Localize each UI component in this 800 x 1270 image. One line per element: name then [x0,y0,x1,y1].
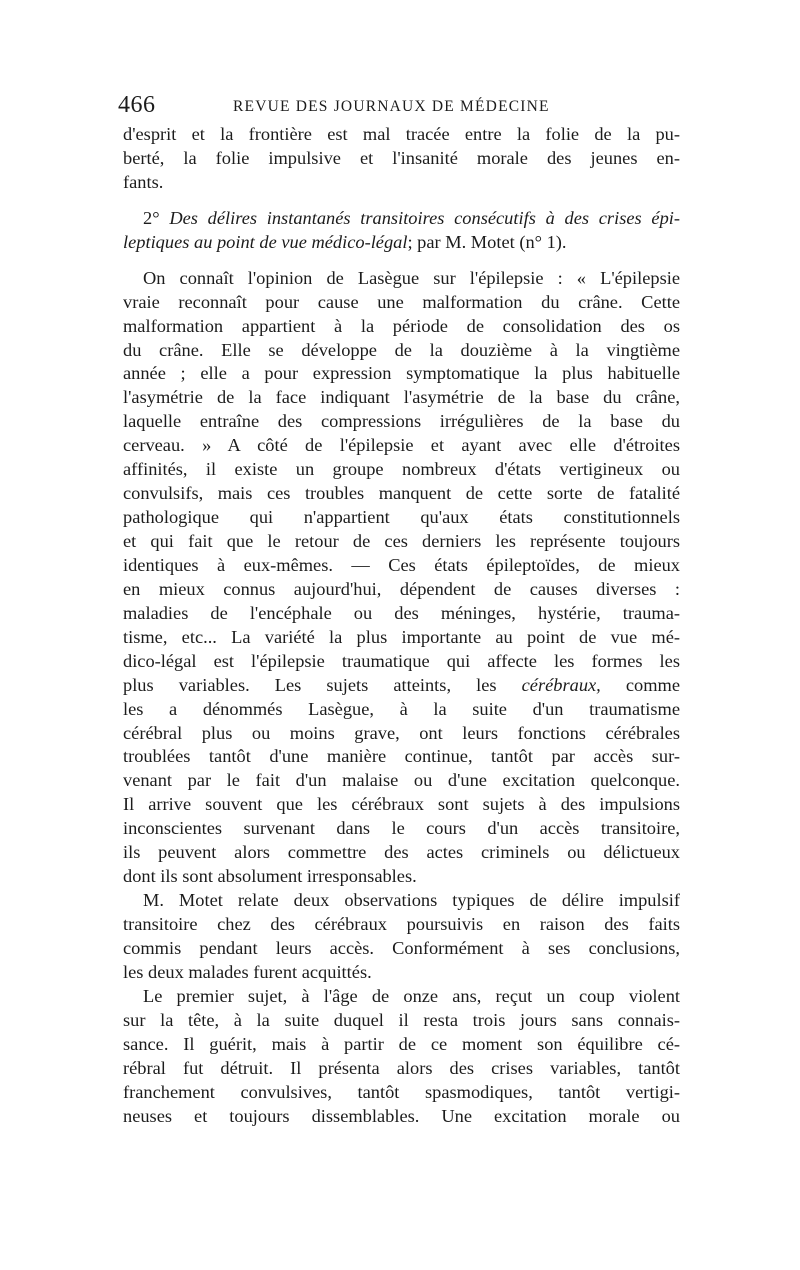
text-line: troublées tantôt d'une manière continue, tantôt par accès sur- [123,746,680,767]
section-title-cont: leptiques au point de vue médico-légal [123,231,408,252]
section-heading-line [123,207,680,231]
text-line: en mieux connus aujourd'hui, dépendent de causes diverses : [123,578,680,599]
text-line: M. Motet relate deux observations typiques de délire impulsif [143,890,680,911]
section-title: Des délires instantanés transitoires consécutifs à des crises épi- [169,207,680,228]
text-line: neuses et toujours dissemblables. Une excitation morale ou [123,1105,680,1126]
text-line: les deux malades furent acquittés. [123,961,372,982]
text-line: vraie reconnaît pour cause une malformation du crâne. Cette [123,291,680,312]
text-line: commis pendant leurs accès. Conformément à ses conclusions, [123,937,680,958]
text-line: dont ils sont absolument irresponsables. [123,866,417,887]
section-gap [123,255,680,267]
text-line: franchement convulsives, tantôt spasmodiques, tantôt vertigi- [123,1081,680,1102]
text-line: transitoire chez des cérébraux poursuivis en raison des faits [123,914,680,934]
text-line: venant par le fait d'un malaise ou d'une excitation quelconque. [123,770,680,791]
body-text [123,123,680,1128]
text-line: laquelle entraîne des compressions irrégulières de la base du [123,411,680,432]
text-line: convulsifs, mais ces troubles manquent de cette sorte de fatalité [123,483,680,504]
text-line: l'asymétrie de la face indiquant l'asymétrie de la base du crâne, [123,387,680,408]
running-head: REVUE DES JOURNAUX DE MÉDECINE [233,98,550,115]
text-line: cérébral plus ou moins grave, ont leurs fonctions cérébrales [123,722,680,743]
text-line: année ; elle a pour expression symptomatique la plus habituelle [123,363,680,384]
text-line: pathologique qui n'appartient qu'aux états constitutionnels [123,507,680,528]
section-number: 2° [143,207,160,228]
text-line: berté, la folie impulsive et l'insanité morale des jeunes en- [123,147,680,168]
text-line: les a dénommés Lasègue, à la suite d'un traumatisme [123,698,680,719]
text-line: identiques à eux-mêmes. — Ces états épileptoïdes, de mieux [123,554,680,575]
text-line: et qui fait que le retour de ces derniers les représente toujours [123,531,680,551]
text-fragment: comme [625,674,680,695]
text-line: dico-légal est l'épilepsie traumatique qui affecte les formes les [123,650,680,671]
section-heading-line [123,231,680,255]
text-line: malformation appartient à la période de consolidation des os [123,315,680,336]
text-line-with-italic [123,674,680,698]
text-line: d'esprit et la frontière est mal tracée entre la folie de la pu- [123,124,680,144]
italic-term: cérébraux, [521,674,601,695]
text-line: ils peuvent alors commettre des actes criminels ou délictueux [123,842,680,863]
text-line: maladies de l'encéphale ou des méninges, hystérie, trauma- [123,602,680,623]
text-fragment: plus variables. Les sujets atteints, les [123,674,497,695]
text-line: fants. [123,171,164,192]
page-header [118,92,678,122]
text-line: cerveau. » A côté de l'épilepsie et ayant avec elle d'étroites [123,435,680,456]
text-line: Il arrive souvent que les cérébraux sont sujets à des impulsions [123,794,680,815]
text-line: sur la tête, à la suite duquel il resta trois jours sans connais- [123,1009,680,1030]
page-number: 466 [118,92,156,118]
text-line: sance. Il guérit, mais à partir de ce moment son équilibre cé- [123,1033,680,1054]
section-author: ; par M. Motet (n° 1). [407,231,567,252]
text-line: Le premier sujet, à l'âge de onze ans, reçut un coup violent [143,985,680,1006]
text-line: affinités, il existe un groupe nombreux d'états vertigineux ou [123,459,680,480]
text-line: inconscientes survenant dans le cours d'un accès transitoire, [123,818,680,839]
text-line: On connaît l'opinion de Lasègue sur l'épilepsie : « L'épilepsie [143,267,680,288]
text-line: rébral fut détruit. Il présenta alors des crises variables, tantôt [123,1057,680,1078]
text-line: tisme, etc... La variété la plus importante au point de vue mé- [123,626,680,647]
section-gap [123,195,680,207]
text-line: du crâne. Elle se développe de la douzième à la vingtième [123,339,680,360]
